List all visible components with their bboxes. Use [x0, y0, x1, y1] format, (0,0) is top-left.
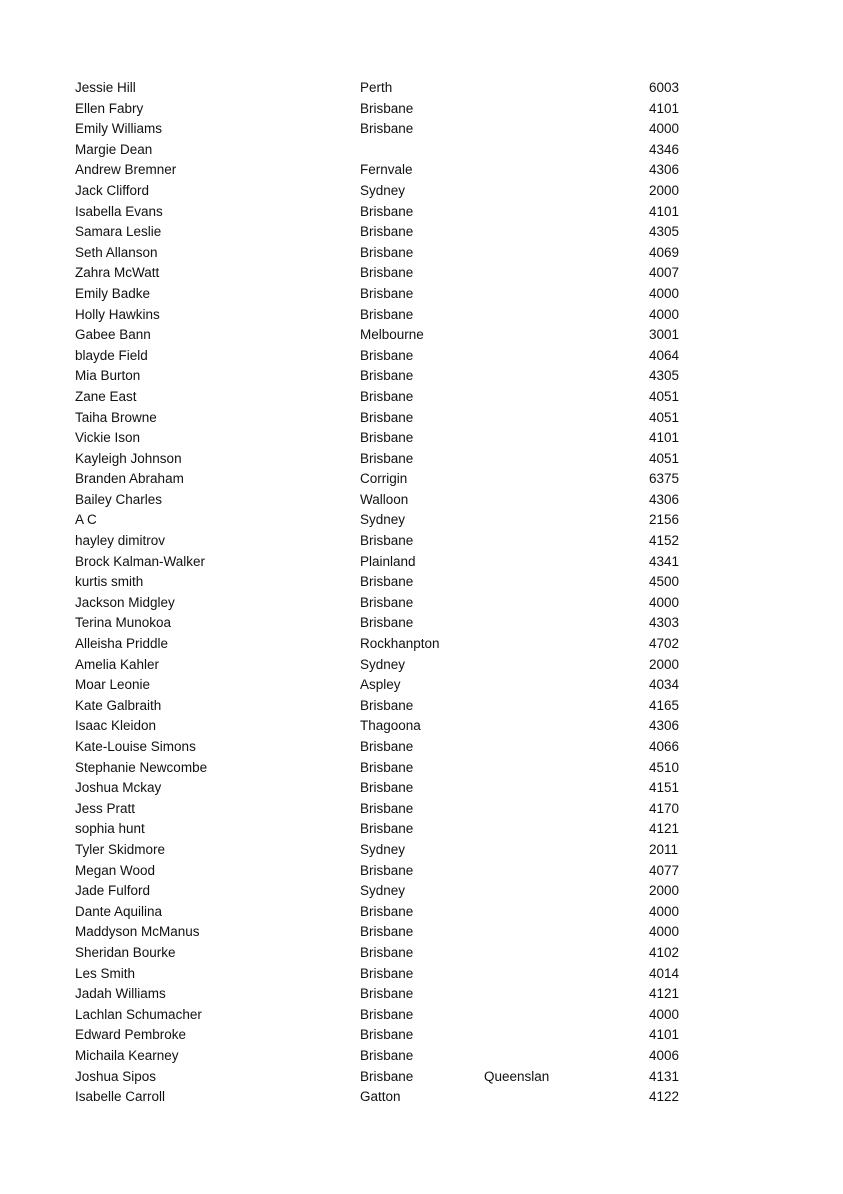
list-row: [0, 613, 843, 634]
list-row: [0, 552, 843, 573]
name-cell: Bailey Charles: [75, 491, 163, 507]
name-cell: Jackson Midgley: [75, 594, 175, 610]
list-row: [0, 284, 843, 305]
postcode-cell: 4101: [649, 1027, 680, 1043]
city-cell: Brisbane: [360, 409, 414, 425]
list-row: [0, 181, 843, 202]
name-cell: Les Smith: [75, 965, 136, 981]
name-cell: Jack Clifford: [75, 182, 150, 198]
list-row: [0, 593, 843, 614]
postcode-cell: 4000: [649, 121, 680, 137]
list-row: [0, 222, 843, 243]
list-row: [0, 346, 843, 367]
name-cell: hayley dimitrov: [75, 533, 166, 549]
city-cell: Brisbane: [360, 780, 414, 796]
name-cell: Edward Pembroke: [75, 1027, 187, 1043]
postcode-cell: 4000: [649, 1006, 680, 1022]
postcode-cell: 4064: [649, 347, 680, 363]
city-cell: Brisbane: [360, 244, 414, 260]
postcode-cell: 2000: [649, 656, 680, 672]
city-cell: Brisbane: [360, 862, 414, 878]
city-cell: Brisbane: [360, 306, 414, 322]
postcode-cell: 4305: [649, 224, 680, 240]
list-row: [0, 572, 843, 593]
list-row: [0, 531, 843, 552]
city-cell: Brisbane: [360, 594, 414, 610]
name-cell: Mia Burton: [75, 368, 141, 384]
postcode-cell: 4069: [649, 244, 680, 260]
list-row: [0, 984, 843, 1005]
name-cell: Branden Abraham: [75, 471, 184, 487]
name-cell: Isaac Kleidon: [75, 718, 157, 734]
city-cell: Brisbane: [360, 759, 414, 775]
name-cell: Stephanie Newcombe: [75, 759, 208, 775]
city-cell: Brisbane: [360, 903, 414, 919]
list-row: [0, 119, 843, 140]
city-cell: Corrigin: [360, 471, 408, 487]
postcode-cell: 4051: [649, 409, 680, 425]
city-cell: Brisbane: [360, 388, 414, 404]
postcode-cell: 2000: [649, 883, 680, 899]
list-row: [0, 819, 843, 840]
list-row: [0, 387, 843, 408]
list-row: [0, 140, 843, 161]
city-cell: Thagoona: [360, 718, 421, 734]
city-cell: Brisbane: [360, 615, 414, 631]
city-cell: Brisbane: [360, 285, 414, 301]
list-row: [0, 778, 843, 799]
postcode-cell: 4101: [649, 430, 680, 446]
list-row: [0, 758, 843, 779]
postcode-cell: 4006: [649, 1047, 680, 1063]
city-cell: Melbourne: [360, 327, 424, 343]
postcode-cell: 4121: [649, 986, 680, 1002]
city-cell: Brisbane: [360, 821, 414, 837]
postcode-cell: 4341: [649, 553, 680, 569]
city-cell: Brisbane: [360, 739, 414, 754]
city-cell: Perth: [360, 80, 393, 95]
city-cell: Brisbane: [360, 800, 414, 816]
city-cell: Brisbane: [360, 924, 414, 940]
city-cell: Brisbane: [360, 265, 414, 281]
name-cell: Jessie Hill: [75, 80, 136, 95]
postcode-cell: 4077: [649, 862, 680, 878]
name-cell: Michaila Kearney: [75, 1047, 179, 1063]
list-row: [0, 510, 843, 531]
list-row: [0, 1067, 843, 1088]
postcode-cell: 6375: [649, 471, 680, 487]
name-cell: Emily Williams: [75, 121, 162, 137]
name-cell: sophia hunt: [75, 821, 145, 837]
name-cell: Seth Allanson: [75, 244, 158, 260]
name-cell: Tyler Skidmore: [75, 841, 166, 857]
list-row: [0, 1087, 843, 1108]
list-row: [0, 449, 843, 470]
city-cell: Brisbane: [360, 121, 414, 137]
city-cell: Brisbane: [360, 697, 414, 713]
name-cell: A C: [75, 512, 97, 528]
city-cell: Sydney: [360, 883, 406, 899]
list-row: [0, 1005, 843, 1026]
postcode-cell: 2011: [649, 841, 679, 857]
list-row: [0, 408, 843, 429]
postcode-cell: 4007: [649, 265, 680, 281]
name-cell: Lachlan Schumacher: [75, 1006, 202, 1022]
name-cell: Jess Pratt: [75, 800, 136, 816]
postcode-cell: 2000: [649, 182, 680, 198]
name-cell: Taiha Browne: [75, 409, 157, 425]
postcode-cell: 4165: [649, 697, 680, 713]
name-cell: Andrew Bremner: [75, 162, 177, 178]
postcode-cell: 4151: [649, 780, 680, 796]
list-row: [0, 881, 843, 902]
postcode-cell: 4101: [649, 203, 680, 219]
state-cell: Queenslan: [484, 1068, 550, 1084]
name-cell: Ellen Fabry: [75, 100, 144, 116]
name-cell: Zane East: [75, 388, 137, 404]
city-cell: Brisbane: [360, 944, 414, 960]
list-row: [0, 840, 843, 861]
postcode-cell: 4000: [649, 903, 680, 919]
name-cell: Kayleigh Johnson: [75, 450, 182, 466]
city-cell: Sydney: [360, 656, 406, 672]
postcode-cell: 4702: [649, 636, 680, 652]
list-row: [0, 1025, 843, 1046]
postcode-cell: 4121: [649, 821, 680, 837]
postcode-cell: 6003: [649, 80, 680, 95]
list-row: [0, 902, 843, 923]
list-row: [0, 799, 843, 820]
list-row: [0, 737, 843, 758]
city-cell: Gatton: [360, 1089, 401, 1105]
name-cell: Jade Fulford: [75, 883, 151, 899]
list-row: [0, 99, 843, 120]
city-cell: Sydney: [360, 512, 406, 528]
list-row: [0, 964, 843, 985]
city-cell: Brisbane: [360, 533, 414, 549]
postcode-cell: 4000: [649, 306, 680, 322]
name-cell: Jadah Williams: [75, 986, 166, 1002]
name-cell: Kate-Louise Simons: [75, 739, 196, 754]
contact-list: [0, 78, 843, 1108]
city-cell: Fernvale: [360, 162, 413, 178]
list-row: [0, 428, 843, 449]
postcode-cell: 4131: [649, 1068, 680, 1084]
city-cell: Rockhanpton: [360, 636, 440, 652]
list-row: [0, 1046, 843, 1067]
postcode-cell: 4000: [649, 285, 680, 301]
postcode-cell: 4014: [649, 965, 680, 981]
city-cell: Brisbane: [360, 574, 414, 590]
postcode-cell: 4122: [649, 1089, 680, 1105]
postcode-cell: 4051: [649, 388, 680, 404]
city-cell: Brisbane: [360, 1068, 414, 1084]
name-cell: Gabee Bann: [75, 327, 151, 343]
city-cell: Brisbane: [360, 224, 414, 240]
city-cell: Brisbane: [360, 450, 414, 466]
name-cell: Joshua Sipos: [75, 1068, 157, 1084]
postcode-cell: 4303: [649, 615, 680, 631]
city-cell: Brisbane: [360, 430, 414, 446]
name-cell: Alleisha Priddle: [75, 636, 169, 652]
name-cell: Isabella Evans: [75, 203, 163, 219]
city-cell: Brisbane: [360, 203, 414, 219]
list-row: [0, 696, 843, 717]
postcode-cell: 3001: [649, 327, 680, 343]
list-row: [0, 943, 843, 964]
name-cell: Vickie Ison: [75, 430, 141, 446]
name-cell: Holly Hawkins: [75, 306, 160, 322]
name-cell: Amelia Kahler: [75, 656, 160, 672]
postcode-cell: 4066: [649, 739, 680, 754]
name-cell: Moar Leonie: [75, 677, 151, 693]
postcode-cell: 4500: [649, 574, 680, 590]
name-cell: Sheridan Bourke: [75, 944, 176, 960]
name-cell: Emily Badke: [75, 285, 151, 301]
name-cell: Margie Dean: [75, 141, 153, 157]
postcode-cell: 2156: [649, 512, 680, 528]
postcode-cell: 4170: [649, 800, 680, 816]
postcode-cell: 4305: [649, 368, 680, 384]
list-row: [0, 655, 843, 676]
name-cell: Samara Leslie: [75, 224, 162, 240]
postcode-cell: 4306: [649, 718, 680, 734]
list-row: [0, 716, 843, 737]
city-cell: Brisbane: [360, 986, 414, 1002]
name-cell: Kate Galbraith: [75, 697, 162, 713]
list-row: [0, 469, 843, 490]
city-cell: Brisbane: [360, 368, 414, 384]
city-cell: Brisbane: [360, 100, 414, 116]
list-row: [0, 202, 843, 223]
list-row: [0, 78, 843, 99]
list-row: [0, 325, 843, 346]
name-cell: Brock Kalman-Walker: [75, 553, 206, 569]
postcode-cell: 4034: [649, 677, 680, 693]
name-cell: Isabelle Carroll: [75, 1089, 166, 1105]
name-cell: blayde Field: [75, 347, 148, 363]
list-row: [0, 263, 843, 284]
name-cell: Joshua Mckay: [75, 780, 162, 796]
list-row: [0, 675, 843, 696]
postcode-cell: 4102: [649, 944, 680, 960]
list-row: [0, 490, 843, 511]
postcode-cell: 4306: [649, 491, 680, 507]
postcode-cell: 4306: [649, 162, 680, 178]
name-cell: Zahra McWatt: [75, 265, 160, 281]
city-cell: Plainland: [360, 553, 416, 569]
list-row: [0, 160, 843, 181]
city-cell: Brisbane: [360, 1006, 414, 1022]
city-cell: Brisbane: [360, 347, 414, 363]
postcode-cell: 4346: [649, 141, 680, 157]
postcode-cell: 4101: [649, 100, 680, 116]
name-cell: Terina Munokoa: [75, 615, 172, 631]
city-cell: Walloon: [360, 491, 409, 507]
city-cell: Brisbane: [360, 965, 414, 981]
name-cell: Maddyson McManus: [75, 924, 200, 940]
postcode-cell: 4000: [649, 924, 680, 940]
list-row: [0, 634, 843, 655]
city-cell: Brisbane: [360, 1027, 414, 1043]
postcode-cell: 4510: [649, 759, 680, 775]
list-row: [0, 366, 843, 387]
postcode-cell: 4000: [649, 594, 680, 610]
postcode-cell: 4051: [649, 450, 680, 466]
postcode-cell: 4152: [649, 533, 680, 549]
list-row: [0, 305, 843, 326]
city-cell: Aspley: [360, 677, 401, 693]
name-cell: kurtis smith: [75, 574, 144, 590]
list-row: [0, 243, 843, 264]
list-row: [0, 861, 843, 882]
city-cell: Brisbane: [360, 1047, 414, 1063]
list-row: [0, 922, 843, 943]
name-cell: Megan Wood: [75, 862, 156, 878]
name-cell: Dante Aquilina: [75, 903, 163, 919]
city-cell: Sydney: [360, 182, 406, 198]
city-cell: Sydney: [360, 841, 406, 857]
